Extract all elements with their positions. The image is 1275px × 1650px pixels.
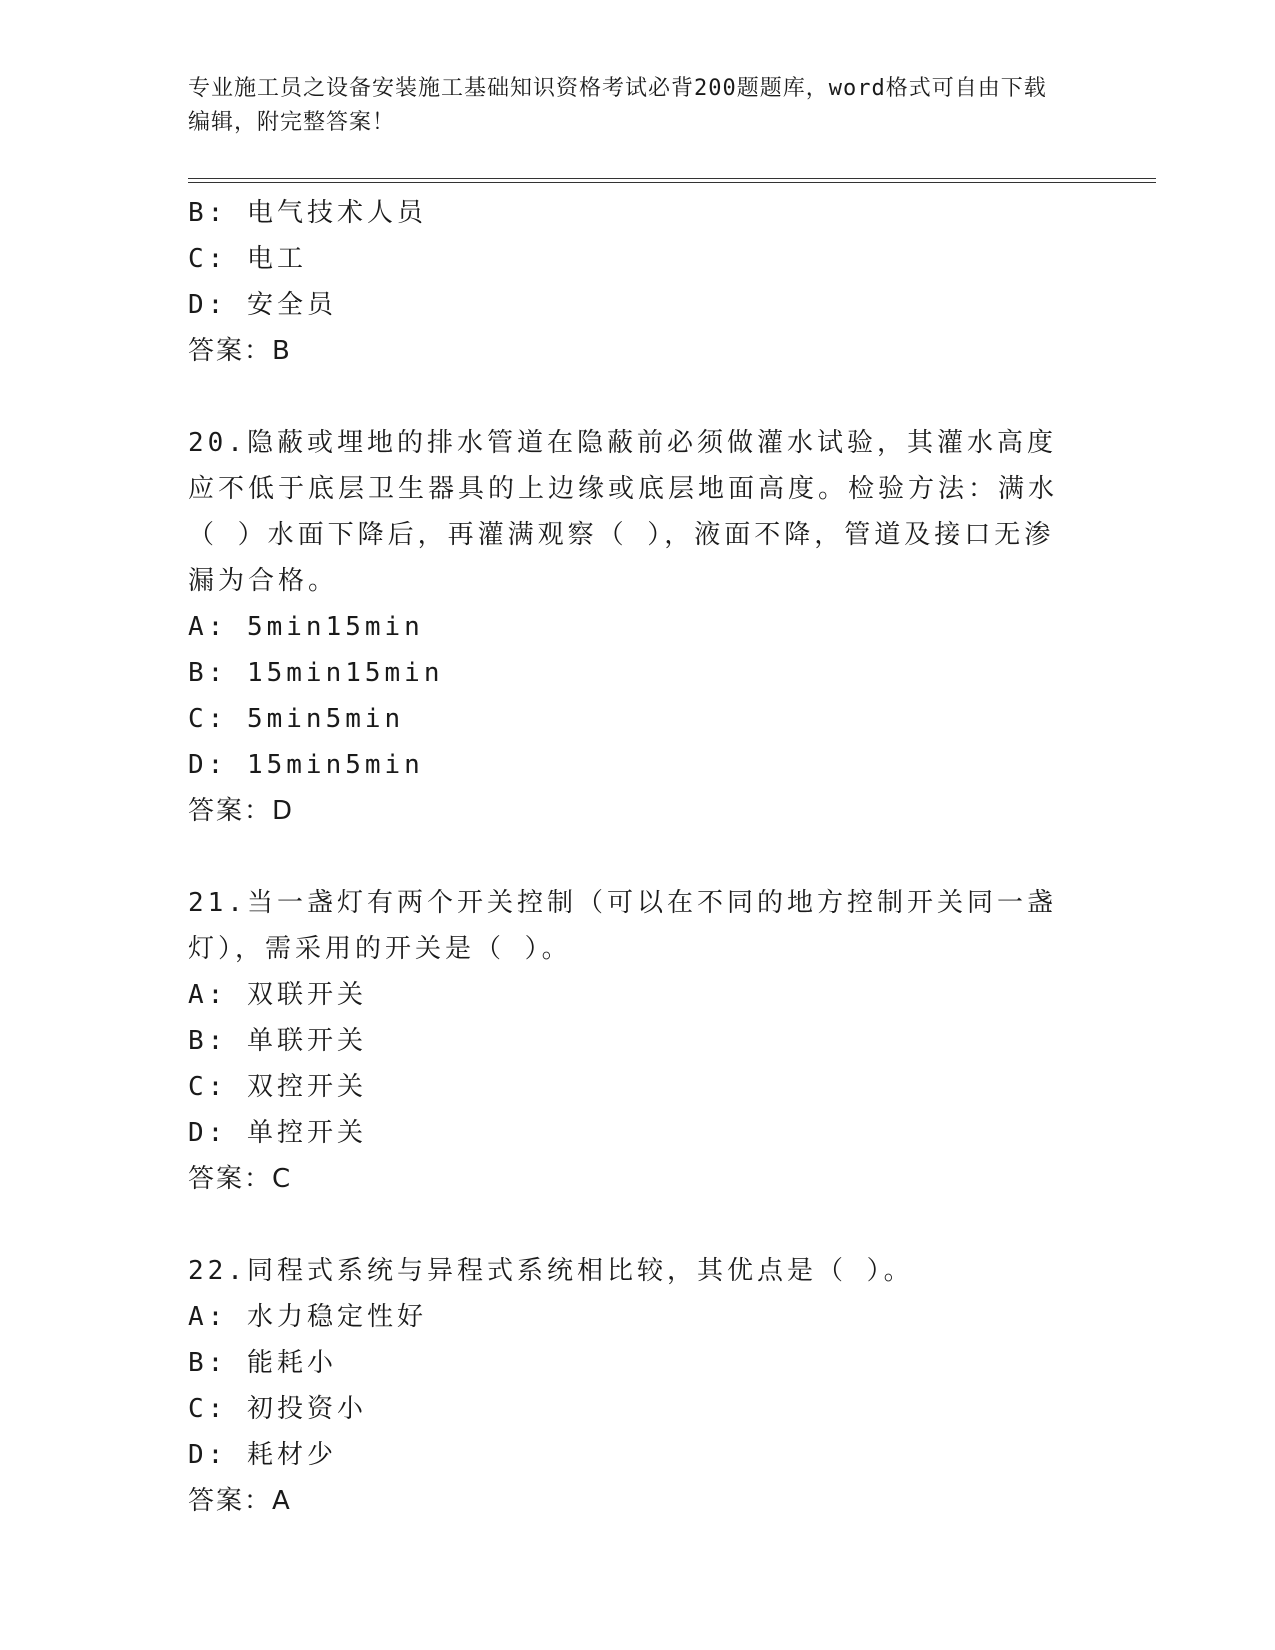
option-b: B: 单联开关 — [188, 1026, 367, 1056]
question-stem: 21.当一盏灯有两个开关控制（可以在不同的地方控制开关同一盏灯），需采用的开关是（ ）。 — [188, 888, 1057, 964]
answer-line: 答案：B — [188, 336, 292, 366]
option-b: B: 15min15min — [188, 658, 444, 688]
option-a: A: 水力稳定性好 — [188, 1302, 427, 1332]
answer-line: 答案：C — [188, 1164, 293, 1194]
option-b: B: 能耗小 — [188, 1348, 337, 1378]
option-a: A: 双联开关 — [188, 980, 367, 1010]
answer-line: 答案：A — [188, 1486, 292, 1516]
question-21 — [188, 880, 1088, 1202]
answer-line: 答案：D — [188, 796, 295, 826]
header-divider — [188, 178, 1156, 183]
option-d: D: 安全员 — [188, 290, 337, 320]
document-body — [188, 190, 1088, 1524]
option-b: B: 电气技术人员 — [188, 198, 427, 228]
option-a: A: 5min15min — [188, 612, 424, 642]
question-22 — [188, 1248, 1088, 1524]
question-continuation — [188, 190, 1088, 374]
option-c: C: 初投资小 — [188, 1394, 367, 1424]
option-c: C: 5min5min — [188, 704, 405, 734]
question-stem: 20.隐蔽或埋地的排水管道在隐蔽前必须做灌水试验，其灌水高度应不低于底层卫生器具的上边缘或底层地面高度。检验方法：满水（ ）水面下降后，再灌满观察（ ），液面不降，管道及接口无渗漏为合格。 — [188, 428, 1059, 596]
question-20 — [188, 420, 1088, 834]
option-d: D: 耗材少 — [188, 1440, 337, 1470]
question-stem: 22.同程式系统与异程式系统相比较，其优点是（ ）。 — [188, 1256, 914, 1286]
option-d: D: 单控开关 — [188, 1118, 367, 1148]
option-c: C: 双控开关 — [188, 1072, 367, 1102]
document-header: 专业施工员之设备安装施工基础知识资格考试必背200题题库，word格式可自由下载编辑，附完整答案！ — [188, 76, 1047, 135]
option-d: D: 15min5min — [188, 750, 424, 780]
option-c: C: 电工 — [188, 244, 307, 274]
